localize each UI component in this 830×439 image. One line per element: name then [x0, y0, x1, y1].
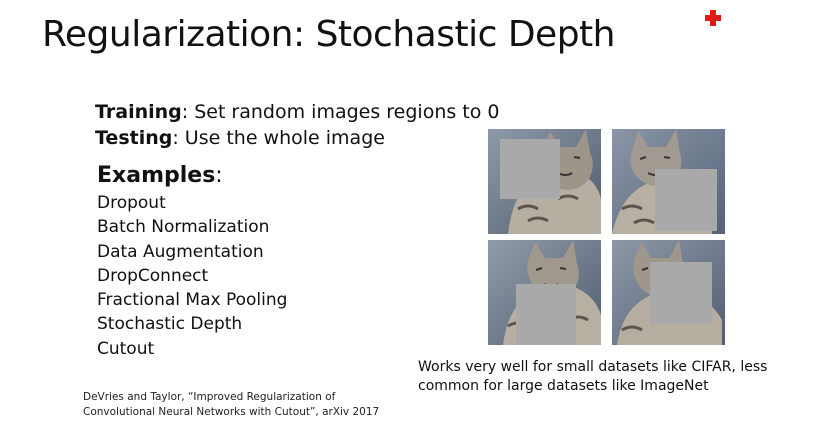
example-item: DropConnect — [97, 265, 209, 286]
example-item: Batch Normalization — [97, 217, 270, 238]
testing-label: Testing — [95, 127, 173, 149]
example-item: Data Augmentation — [97, 241, 264, 262]
examples-colon: : — [215, 163, 223, 188]
cutout-mask — [655, 169, 717, 231]
citation-line: Convolutional Neural Networks with Cutout”, arXiv 2017 — [83, 406, 380, 418]
examples-heading — [97, 163, 223, 188]
cutout-image-3 — [488, 240, 601, 345]
example-item: Fractional Max Pooling — [97, 290, 288, 311]
citation — [83, 390, 403, 420]
red-plus-icon — [705, 10, 721, 26]
caption-line: common for large datasets like ImageNet — [418, 378, 709, 394]
testing-line — [95, 127, 385, 149]
examples-label: Examples — [97, 163, 216, 188]
training-line — [95, 101, 500, 123]
training-text: : Set random images regions to 0 — [181, 101, 500, 123]
slide-title: Regularization: Stochastic Depth — [42, 14, 615, 55]
cutout-mask — [500, 139, 560, 199]
cutout-mask — [650, 262, 712, 324]
caption-line: Works very well for small datasets like CIFAR, less — [418, 359, 768, 375]
example-item: Stochastic Depth — [97, 314, 243, 335]
training-label: Training — [95, 101, 182, 123]
cutout-mask — [516, 284, 576, 345]
testing-text: : Use the whole image — [172, 127, 385, 149]
cutout-image-2 — [612, 129, 725, 234]
citation-line: DeVries and Taylor, “Improved Regularization of — [83, 391, 336, 403]
examples-list — [97, 191, 287, 361]
cutout-image-4 — [612, 240, 725, 345]
cutout-image-1 — [488, 129, 601, 234]
caption — [418, 358, 778, 396]
example-item: Dropout — [97, 193, 166, 213]
example-item: Cutout — [97, 338, 155, 359]
